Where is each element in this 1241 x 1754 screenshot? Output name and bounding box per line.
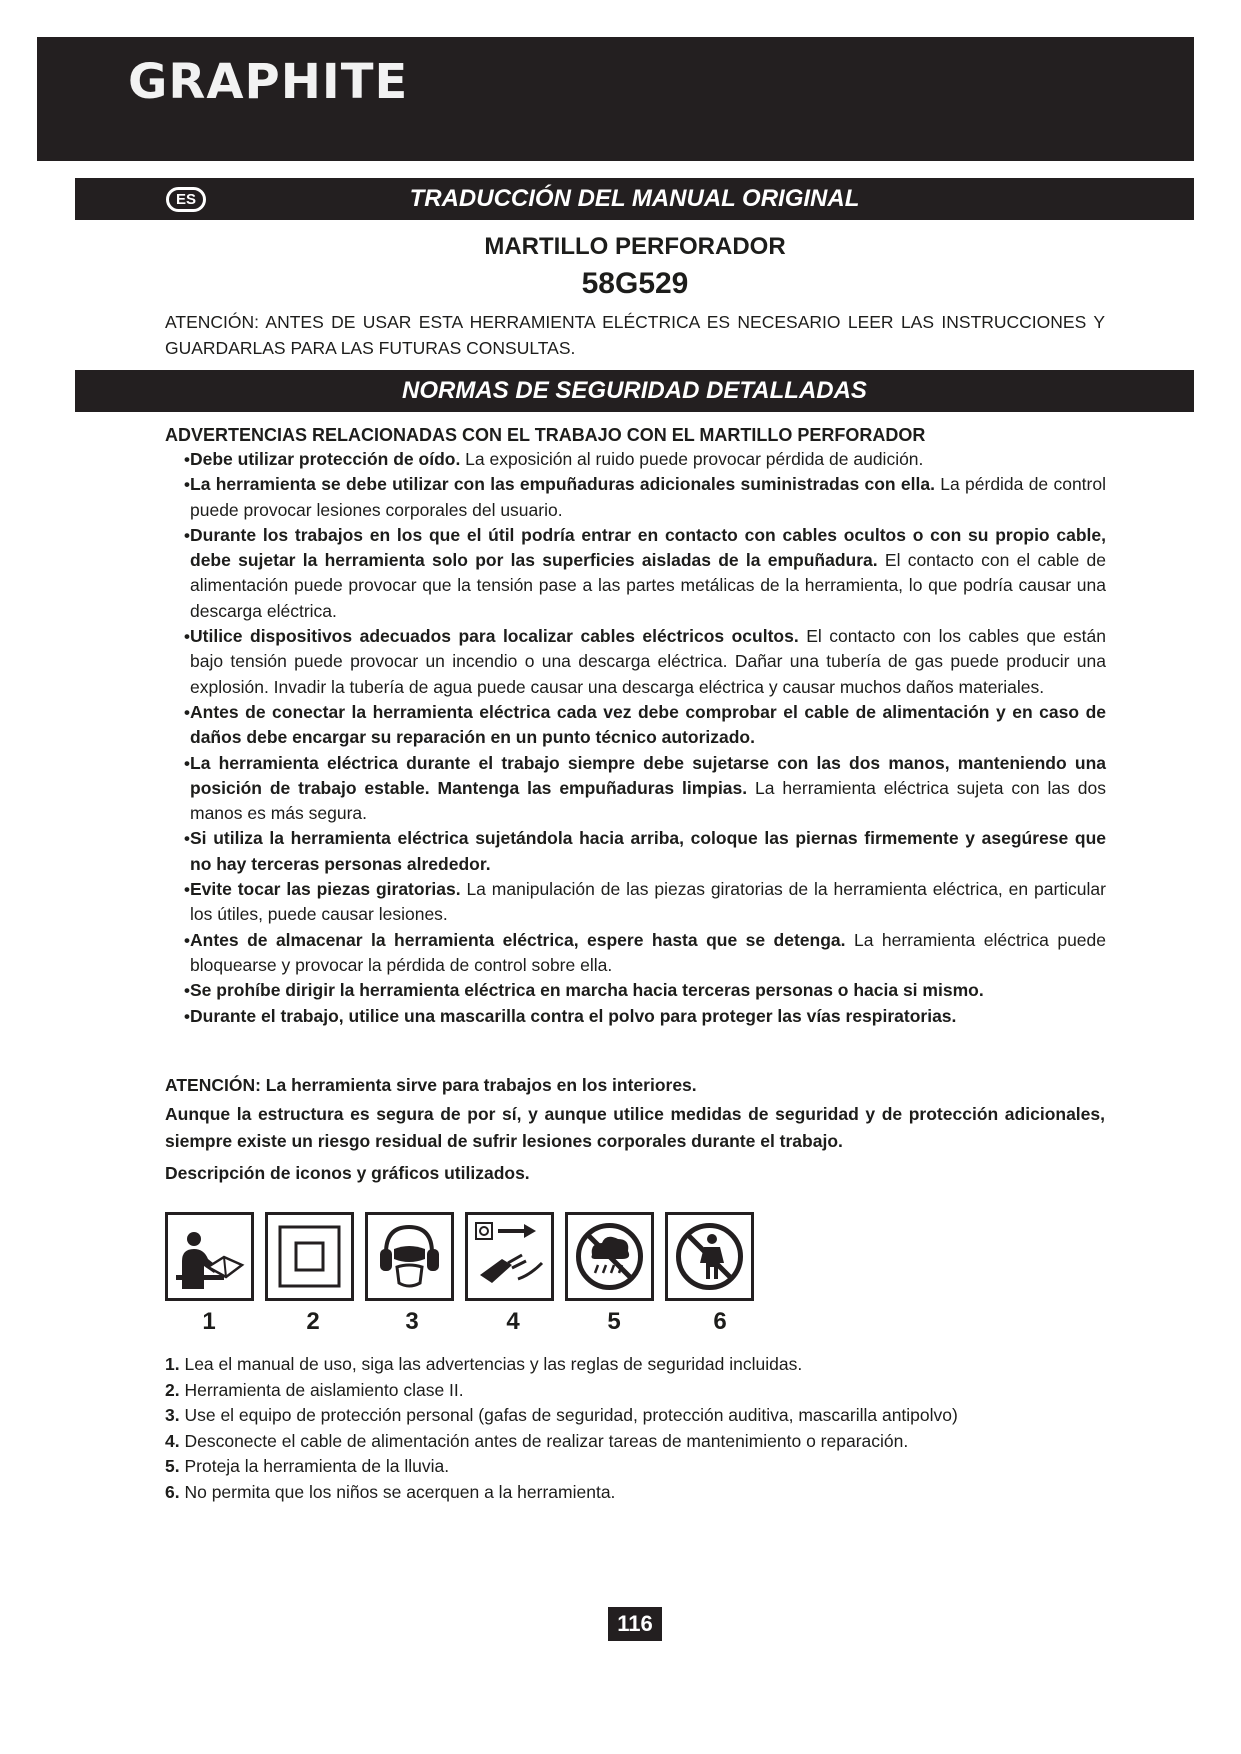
section-heading: ADVERTENCIAS RELACIONADAS CON EL TRABAJO CON EL MARTILLO PERFORADOR (165, 425, 926, 445)
legend-item: 3. Use el equipo de protección personal (gafas de seguridad, protección auditiva, mascarilla antipolvo) (165, 1405, 958, 1425)
icon-number: 2 (306, 1308, 320, 1335)
unplug-before-maintenance-icon (465, 1212, 554, 1301)
icon-number: 4 (506, 1308, 520, 1335)
indoor-note: ATENCIÓN: La herramienta sirve para trabajos en los interiores. (165, 1075, 697, 1095)
rule-item: • Antes de almacenar la herramienta eléctrica, espere hasta que se detenga. La herramienta eléctrica puede bloquearse y provocar la pérdida de control sobre ella. (184, 929, 1107, 975)
brand-logo: GRAPHITE (128, 54, 409, 110)
rule-item: • La herramienta se debe utilizar con las empuñaduras adicionales suministradas con ella. La pérdida de control puede provocar lesiones corporales del usuario. (184, 474, 1106, 520)
page-number: 116 (608, 1607, 662, 1641)
language-badge: ES (166, 187, 206, 212)
bullet-icon: • (184, 450, 190, 469)
translation-title: TRADUCCIÓN DEL MANUAL ORIGINAL (409, 185, 860, 212)
rule-item: • Antes de conectar la herramienta eléctrica cada vez debe comprobar el cable de alimentación y en caso de daños debe encargar su reparación en un punto técnico autorizado. (184, 701, 1106, 748)
rule-item: • Durante los trabajos en los que el útil podría entrar en contacto con cables ocultos o con su propio cable, debe sujetar la herramienta solo por las superficies aisladas de la empuñadura. El contacto con el cable de alimentación puede provocar que la tensión pase a las partes metálicas de la herramienta, lo que podría causar una descarga eléctrica. (184, 524, 1106, 621)
legend-item: 2. Herramienta de aislamiento clase II. (165, 1379, 464, 1400)
icons-title: Descripción de iconos y gráficos utilizados. (165, 1163, 530, 1183)
product-name: MARTILLO PERFORADOR (484, 233, 786, 260)
icon-number: 5 (607, 1308, 621, 1335)
rule-item: • Evite tocar las piezas giratorias. La manipulación de las piezas giratorias de la herramienta eléctrica, en particular los útiles, puede causar lesiones. (184, 879, 1106, 925)
bullet-icon: • (184, 1006, 190, 1026)
attention-text: ATENCIÓN: ANTES DE USAR ESTA HERRAMIENTA ELÉCTRICA ES NECESARIO LEER LAS INSTRUCCIONES Y GUARDARLAS PARA LAS FUTURAS CONSULTAS. (165, 312, 1105, 358)
legend-item: 4. Desconecte el cable de alimentación antes de realizar tareas de mantenimiento o reparación. (165, 1430, 909, 1451)
protect-from-rain-icon (565, 1212, 654, 1301)
keep-children-away-icon (665, 1212, 754, 1301)
bullet-icon: • (184, 880, 190, 900)
bullet-icon: • (184, 930, 190, 950)
rule-item: • Durante el trabajo, utilice una mascarilla contra el polvo para proteger las vías respiratorias. (190, 1004, 1106, 1029)
icon-number: 6 (713, 1308, 727, 1335)
protective-equipment-icon (365, 1212, 454, 1301)
bullet-icon: • (184, 475, 190, 495)
rule-item: • Utilice dispositivos adecuados para localizar cables eléctricos ocultos. El contacto con los cables que están bajo tensión puede provocar un incendio o una descarga eléctrica. Dañar una tubería de gas puede producir una explosión. Invadir la tubería de agua puede causar una descarga eléctrica y causar muchos daños materiales. (184, 626, 1106, 697)
read-manual-icon (165, 1212, 254, 1301)
rule-item: • Se prohíbe dirigir la herramienta eléctrica en marcha hacia terceras personas o hacia si mismo. (190, 978, 1106, 1003)
safety-rules-list (184, 447, 1107, 1029)
safety-title: NORMAS DE SEGURIDAD DETALLADAS (402, 377, 867, 404)
icon-legend-list (165, 1352, 1105, 1505)
product-model: 58G529 (581, 267, 689, 300)
icon-number: 1 (202, 1308, 216, 1335)
icon-number: 3 (405, 1308, 419, 1335)
bullet-icon: • (184, 981, 190, 1001)
safety-title-band (75, 370, 1194, 412)
bullet-icon: • (184, 627, 190, 647)
rule-item: • Debe utilizar protección de oído. La exposición al ruido puede provocar pérdida de audición. (190, 447, 1106, 472)
rule-item: • Si utiliza la herramienta eléctrica sujetándola hacia arriba, coloque las piernas firmemente y asegúrese que no hay terceras personas alrededor. (184, 828, 1106, 874)
legend-item: 5. Proteja la herramienta de la lluvia. (165, 1456, 450, 1476)
bullet-icon: • (184, 702, 190, 722)
class-ii-insulation-icon (265, 1212, 354, 1301)
residual-risk-note: Aunque la estructura es segura de por sí, y aunque utilice medidas de seguridad y de protección adicionales, siempre existe un riesgo residual de sufrir lesiones corporales durante el trabajo. (165, 1104, 1105, 1151)
bullet-icon: • (184, 829, 190, 849)
legend-item: 1. Lea el manual de uso, siga las advertencias y las reglas de seguridad incluidas. (165, 1354, 803, 1374)
legend-item: 6. No permita que los niños se acerquen a la herramienta. (165, 1481, 616, 1502)
bullet-icon: • (184, 753, 190, 773)
bullet-icon: • (184, 525, 190, 545)
rule-item: • La herramienta eléctrica durante el trabajo siempre debe sujetarse con las dos manos, manteniendo una posición de trabajo estable. Mantenga las empuñaduras limpias. La herramienta eléctrica sujeta con las dos manos es más segura. (184, 752, 1106, 824)
translation-title-band (75, 178, 1194, 220)
